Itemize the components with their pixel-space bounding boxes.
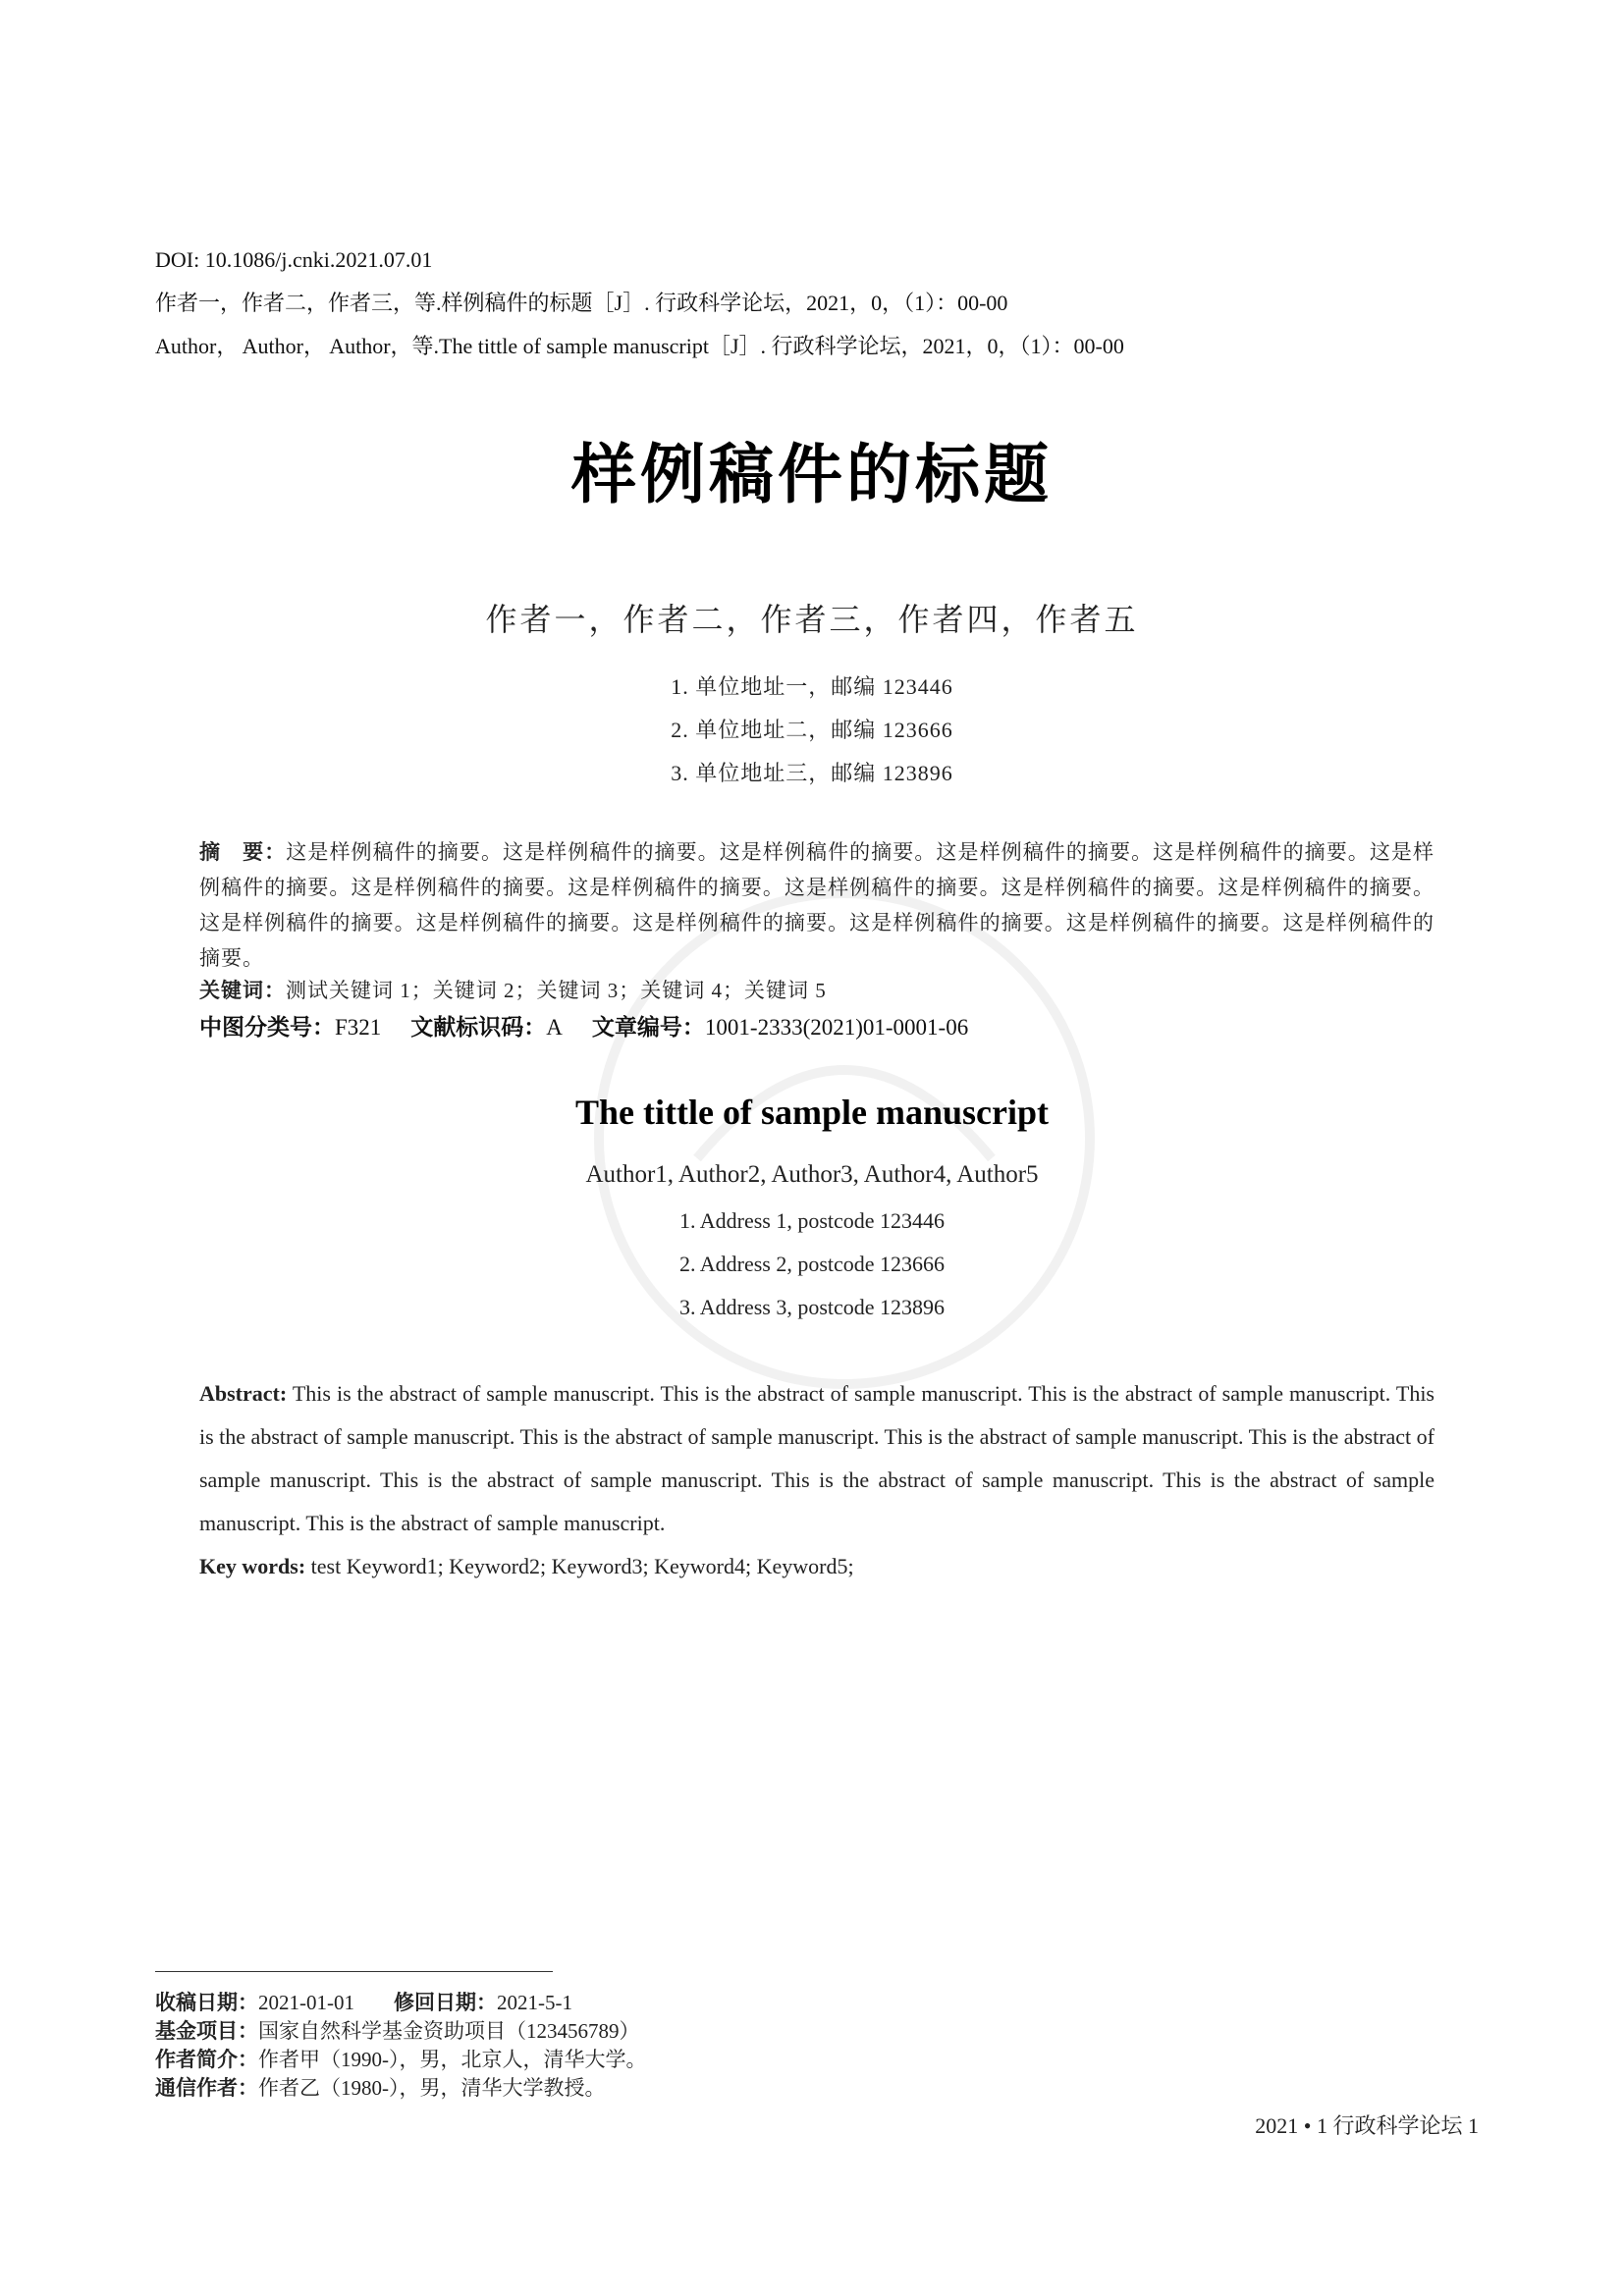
english-affiliation-item: 1. Address 1, postcode 123446 [678,1208,946,1233]
received-value: 2021-01-01 [258,1991,354,2014]
revised-value: 2021-5-1 [497,1991,572,2014]
clc-value: F321 [335,1015,382,1040]
english-affiliation-item: 3. Address 3, postcode 123896 [678,1295,946,1319]
fund-value: 国家自然科学基金资助项目（123456789） [258,2019,640,2043]
citation-block [155,239,1471,368]
doc-code-value: A [546,1015,563,1040]
classification-line [199,1010,968,1045]
article-no-value: 1001-2333(2021)01-0001-06 [704,1015,969,1040]
revised-label: 修回日期： [394,1991,497,2014]
footnote-dates [155,1989,647,2017]
chinese-keywords-text: 测试关键词 1；关键词 2；关键词 3；关键词 4；关键词 5 [286,979,827,1002]
chinese-keywords-label: 关键词： [199,979,286,1002]
bio-label: 作者简介： [155,2048,258,2071]
english-authors: Author1, Author2, Author3, Author4, Author5 [585,1161,1039,1188]
english-keywords-text: test Keyword1; Keyword2; Keyword3; Keyword4; Keyword5; [305,1554,854,1578]
running-footer: 2021 • 1 行政科学论坛 1 [1255,2113,1479,2138]
english-abstract-label: Abstract: [199,1381,288,1406]
english-keywords-label: Key words: [199,1554,306,1578]
chinese-keywords [199,973,827,1008]
chinese-affiliation-item: 1. 单位地址一，邮编 123446 [671,674,953,699]
chinese-affiliation-item: 3. 单位地址三，邮编 123896 [671,761,953,785]
english-affiliation-item: 2. Address 2, postcode 123666 [678,1252,946,1276]
bio-value: 作者甲（1990-），男，北京人，清华大学。 [258,2048,647,2071]
chinese-affiliation-item: 2. 单位地址二，邮编 123666 [671,718,953,742]
chinese-abstract [199,834,1435,976]
chinese-authors: 作者一，作者二，作者三，作者四，作者五 [485,602,1139,637]
footnotes [155,1989,647,2103]
chinese-citation: 作者一，作者二，作者三，等.样例稿件的标题［J］. 行政科学论坛，2021，0，（1）：00-00 [155,291,1008,315]
chinese-abstract-label: 摘 要： [199,840,287,864]
footnote-bio [155,2046,647,2074]
clc-label: 中图分类号： [199,1015,335,1041]
english-title: The tittle of sample manuscript [575,1093,1049,1132]
article-no-label: 文章编号： [591,1015,705,1041]
english-abstract [199,1372,1435,1545]
english-citation: Author， Author， Author，等.The tittle of sample manuscript［J］. 行政科学论坛，2021，0，（1）：00-00 [155,334,1124,358]
fund-label: 基金项目： [155,2019,258,2043]
footnote-fund [155,2017,647,2046]
chinese-title: 样例稿件的标题 [571,437,1053,512]
corr-value: 作者乙（1980-），男，清华大学教授。 [258,2076,606,2100]
footnote-separator [155,1971,553,1972]
chinese-abstract-text: 这是样例稿件的摘要。这是样例稿件的摘要。这是样例稿件的摘要。这是样例稿件的摘要。这是样例稿件的摘要。这是样例稿件的摘要。这是样例稿件的摘要。这是样例稿件的摘要。这是样例稿件的摘要。这是样例稿件的摘要。这是样例稿件的摘要。这是样例稿件的摘要。这是样例稿件的摘要。这是样例稿件的摘要。这是样例稿件的摘要。这是样例稿件的摘要。这是样例稿件的摘要。 [199,840,1435,970]
doc-code-label: 文献标识码： [410,1015,547,1041]
doi-line: DOI: 10.1086/j.cnki.2021.07.01 [155,247,433,272]
english-affiliations [0,1200,1624,1329]
corr-label: 通信作者： [155,2076,258,2100]
chinese-affiliations [0,666,1624,795]
received-label: 收稿日期： [155,1991,258,2014]
footnote-corresponding [155,2074,647,2103]
english-keywords [199,1545,854,1588]
english-abstract-text: This is the abstract of sample manuscript. This is the abstract of sample manuscript. This is the abstract of sample manuscript. This is the abstract of sample manuscript. This is the abstract of sample manuscript. This is the abstract of sample manuscript. This is the abstract of sample manuscript. This is the abstract of sample manuscript. This is the abstract of sample manuscript. This is the abstract of sample manuscript. This is the abstract of sample manuscript. [199,1381,1435,1535]
